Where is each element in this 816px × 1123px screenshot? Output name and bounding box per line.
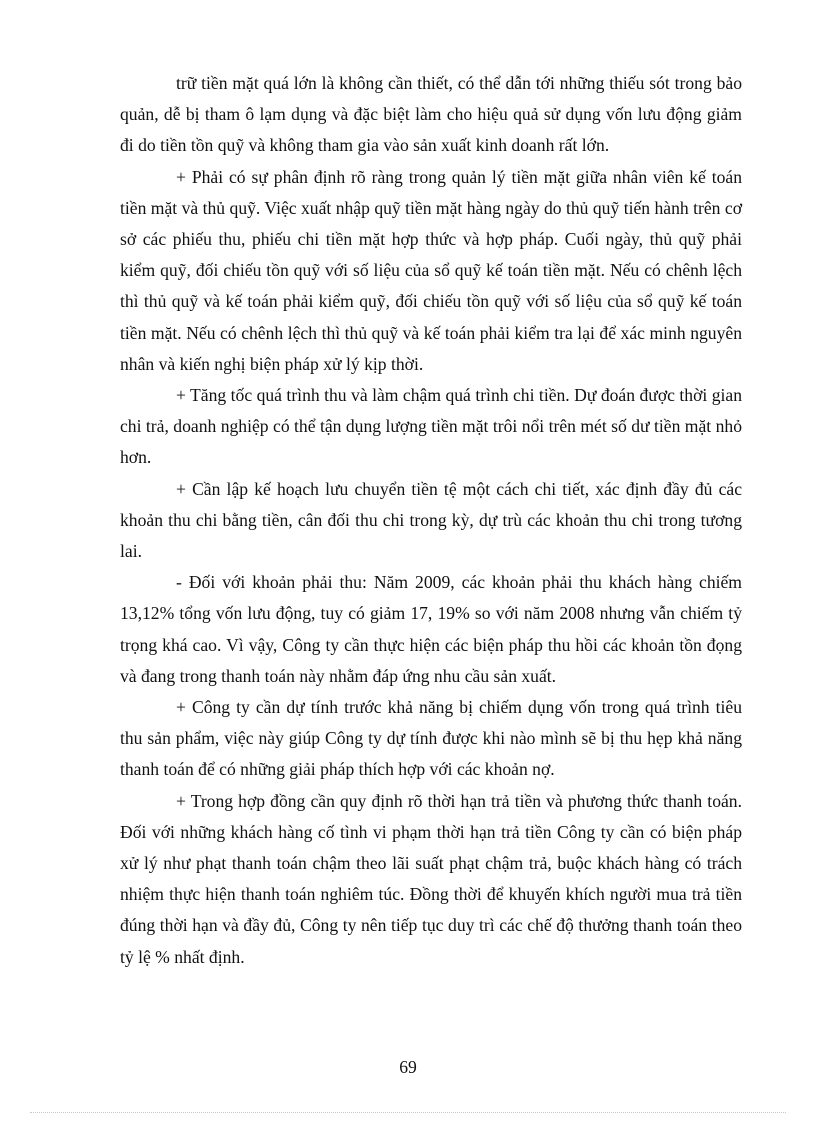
paragraph-cash-flow-plan: + Cần lập kế hoạch lưu chuyển tiền tệ một cách chi tiết, xác định đầy đủ các khoản thu chi bằng tiền, cân đối thu chi trong kỳ, dự trù các khoản thu chi trong tương lai. <box>120 478 742 562</box>
paragraph-receivables: - Đối với khoản phải thu: Năm 2009, các khoản phải thu khách hàng chiếm 13,12% tổng vốn lưu động, tuy có giảm 17, 19% so với năm 2008 nhưng vẫn chiếm tỷ trọng khá cao. Vì vậy, Công ty cần thực hiện các biện pháp thu hồi các khoản tồn đọng và đang trong thanh toán này nhằm đáp ứng nhu cầu sản xuất. <box>120 572 742 686</box>
paragraph-continuation: trữ tiền mặt quá lớn là không cần thiết, có thể dẫn tới những thiếu sót trong bảo quản, dễ bị tham ô lạm dụng và đặc biệt làm cho hiệu quả sử dụng vốn lưu động giảm đi do tiền tồn quỹ và không tham gia vào sản xuất kinh doanh rất lớn. <box>120 73 742 156</box>
bottom-divider <box>30 1112 786 1113</box>
paragraph-capital-appropriation: + Công ty cần dự tính trước khả năng bị chiếm dụng vốn trong quá trình tiêu thu sản phẩm, việc này giúp Công ty dự tính được khi nào mình sẽ bị thu hẹp khả năng thanh toán để có những giải pháp thích hợp với các khoản nợ. <box>120 697 742 780</box>
body-text <box>120 68 742 973</box>
paragraph-cash-management: + Phải có sự phân định rõ ràng trong quản lý tiền mặt giữa nhân viên kế toán tiền mặt và thủ quỹ. Việc xuất nhập quỹ tiền mặt hàng ngày do thủ quỹ tiến hành trên cơ sở các phiếu thu, phiếu chi tiền mặt hợp thức và hợp pháp. Cuối ngày, thủ quỹ phải kiểm quỹ, đối chiếu tồn quỹ với số liệu của sổ quỹ kế toán tiền mặt. Nếu có chênh lệch thì thủ quỹ và kế toán phải kiểm quỹ, đối chiếu tồn quỹ với số liệu của sổ quỹ kế toán tiền mặt. Nếu có chênh lệch thì thủ quỹ và kế toán phải kiểm tra lại để xác minh nguyên nhân và kiến nghị biện pháp xử lý kịp thời. <box>120 166 742 374</box>
paragraph-contract-terms: + Trong hợp đồng cần quy định rõ thời hạn trả tiền và phương thức thanh toán. Đối với những khách hàng cố tình vi phạm thời hạn trả tiền Công ty cần có biện pháp xử lý như phạt thanh toán chậm theo lãi suất phạt chậm trả, buộc khách hàng có trách nhiệm thực hiện thanh toán nghiêm túc. Đồng thời để khuyến khích người mua trả tiền đúng thời hạn và đầy đủ, Công ty nên tiếp tục duy trì các chế độ thưởng thanh toán theo tỷ lệ % nhất định. <box>120 790 742 967</box>
page-number: 69 <box>399 1057 417 1077</box>
paragraph-speed-collection: + Tăng tốc quá trình thu và làm chậm quá trình chi tiền. Dự đoán được thời gian chi trả, doanh nghiệp có thể tận dụng lượng tiền mặt trôi nổi trên mét số dư tiền mặt nhỏ hơn. <box>120 385 742 468</box>
